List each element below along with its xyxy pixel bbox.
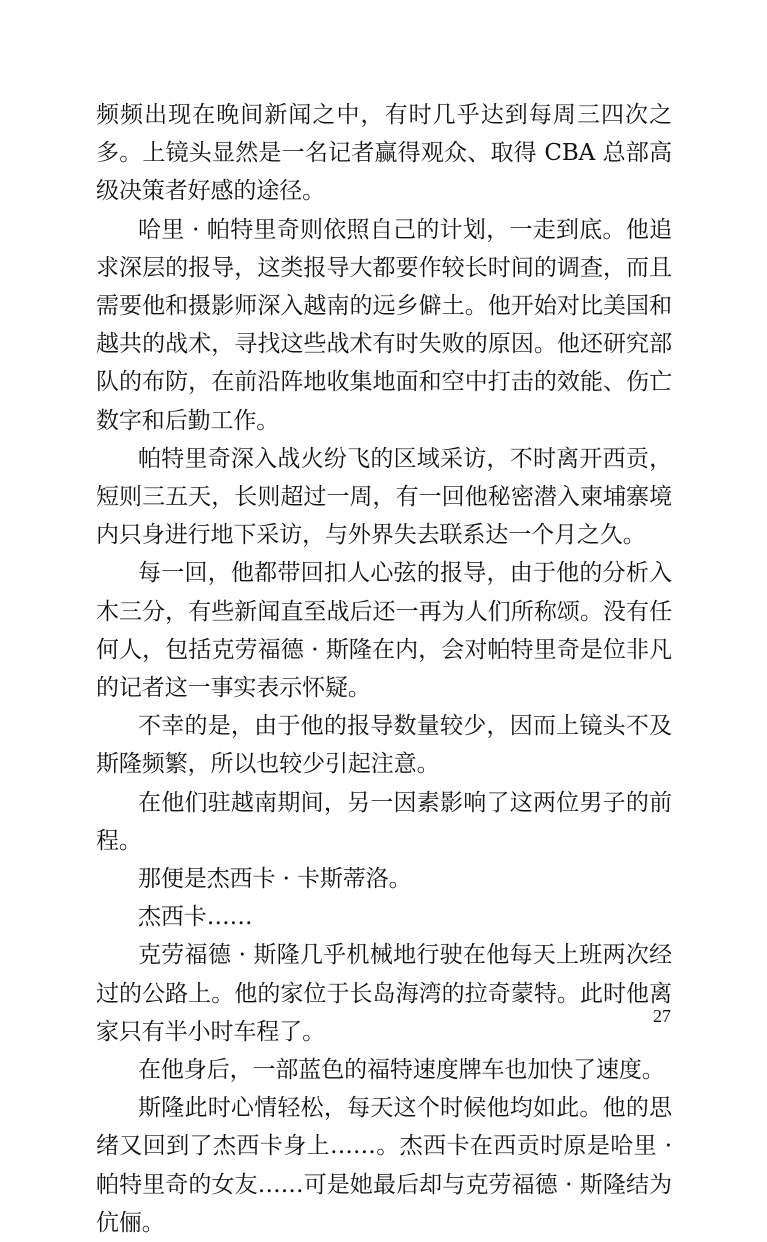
paragraph-1: 频频出现在晚间新闻之中，有时几乎达到每周三四次之多。上镜头显然是一名记者赢得观众、取得 CBA 总部高级决策者好感的途径。	[96, 102, 672, 205]
paragraph-8: 杰西卡……	[138, 904, 253, 931]
paragraph-5: 不幸的是，由于他的报导数量较少，因而上镜头不及斯隆频繁，所以也较少引起注意。	[96, 713, 672, 778]
paragraph-9: 克劳福德 · 斯隆几乎机械地行驶在他每天上班两次经过的公路上。他的家位于长岛海湾的拉奇蒙特。此时他离家只有半小时车程了。	[96, 942, 672, 1045]
paragraph-2: 哈里 · 帕特里奇则依照自己的计划，一走到底。他追求深层的报导，这类报导大都要作较长时间的调查，而且需要他和摄影师深入越南的远乡僻土。他开始对比美国和越共的战术，寻找这些战术有时失败的原因。他还研究部队的布防，在前沿阵地收集地面和空中打击的效能、伤亡数字和后勤工作。	[96, 216, 672, 434]
paragraph-11: 斯隆此时心情轻松，每天这个时候他均如此。他的思绪又回到了杰西卡身上……。杰西卡在西贡时原是哈里 · 帕特里奇的女友……可是她最后却与克劳福德 · 斯隆结为伉俪。	[96, 1095, 672, 1236]
paragraph-10: 在他身后，一部蓝色的福特速度牌车也加快了速度。	[138, 1057, 665, 1084]
paragraph-7: 那便是杰西卡 · 卡斯蒂洛。	[138, 866, 412, 893]
page-number: 27	[653, 1006, 671, 1026]
paragraph-4: 每一回，他都带回扣人心弦的报导，由于他的分析入木三分，有些新闻直至战后还一再为人们所称颂。没有任何人，包括克劳福德 · 斯隆在内，会对帕特里奇是位非凡的记者这一事实表示怀疑。	[96, 560, 672, 702]
body-text	[96, 96, 672, 1242]
paragraph-3: 帕特里奇深入战火纷飞的区域采访，不时离开西贡，短则三五天，长则超过一周，有一回他秘密潜入柬埔寨境内只身进行地下采访，与外界失去联系达一个月之久。	[96, 445, 672, 549]
paragraph-6: 在他们驻越南期间，另一因素影响了这两位男子的前程。	[96, 789, 672, 854]
